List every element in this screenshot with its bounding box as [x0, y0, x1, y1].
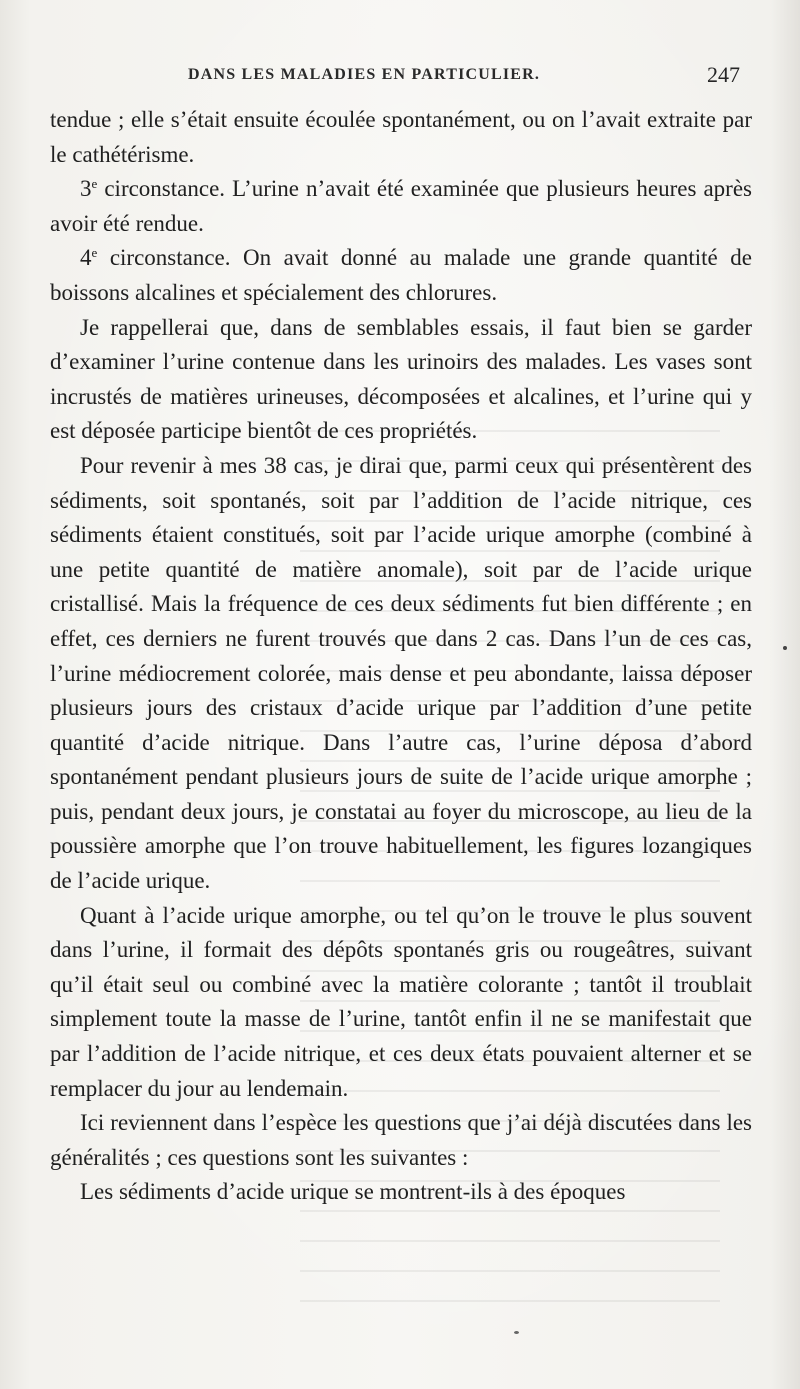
paragraph-2: [50, 172, 752, 241]
circumstance-number-4: 4: [80, 245, 92, 271]
paragraph-1: tendue ; elle s’était ensuite écoulée spontanément, ou on l’avait extraite par le cathétérisme.: [50, 107, 752, 167]
paragraph-3-text: circonstance. On avait donné au malade une grande quantité de boissons alcalines et spécialement des chlorures.: [50, 245, 752, 305]
body-text: [50, 103, 752, 1210]
page-number: 247: [707, 62, 740, 87]
running-head: DANS LES MALADIES EN PARTICULIER.: [188, 66, 541, 83]
page-header: [40, 62, 740, 96]
paragraph-5: Pour revenir à mes 38 cas, je dirai que, parmi ceux qui présentèrent des sédiments, soit spontanés, soit par l’addition de l’acide nitrique, ces sédiments étaient constitués, soit par l’acide urique amorphe (combiné à une petite quantité de matière anomale), soit par de l’acide urique cristallisé. Mais la fréquence de ces deux sédiments fut bien différente ; en effet, ces derniers ne furent trouvés que dans 2 cas. Dans l’un de ces cas, l’urine médiocrement colorée, mais dense et peu abondante, laissa déposer plusieurs jours des cristaux d’acide urique par l’addition d’une petite quantité d’acide nitrique. Dans l’autre cas, l’urine déposa d’abord spontanément pendant plusieurs jours de suite de l’acide urique amorphe ; puis, pendant deux jours, je constatai au foyer du microscope, au lieu de la poussière amorphe que l’on trouve habituellement, les figures lozangiques de l’acide urique.: [50, 452, 752, 894]
paragraph-8: Les sédiments d’acide urique se montrent-ils à des époques: [80, 1179, 626, 1205]
ink-speck: [514, 1331, 519, 1334]
paragraph-2-text: circonstance. L’urine n’avait été examinée que plusieurs heures après avoir été rendue.: [50, 176, 752, 236]
circumstance-number-3: 3: [80, 176, 92, 202]
paragraph-4: Je rappellerai que, dans de semblables essais, il faut bien se garder d’examiner l’urine contenue dans les urinoirs des malades. Les vases sont incrustés de matières urineuses, décomposées et alcalines, et l’urine qui y est déposée participe bientôt de ces propriétés.: [50, 314, 752, 444]
ordinal-superscript: e: [91, 176, 98, 192]
paragraph-7: Ici reviennent dans l’espèce les questions que j’ai déjà discutées dans les généralités ; ces questions sont les suivantes :: [50, 1110, 752, 1170]
paragraph-3: [50, 241, 752, 310]
ink-speck: [783, 646, 787, 650]
ordinal-superscript: e: [91, 245, 98, 261]
paragraph-6: Quant à l’acide urique amorphe, ou tel qu’on le trouve le plus souvent dans l’urine, il formait des dépôts spontanés gris ou rougeâtres, suivant qu’il était seul ou combiné avec la matière colorante ; tantôt il troublait simplement toute la masse de l’urine, tantôt enfin il ne se manifestait que par l’addition de l’acide nitrique, et ces deux états pouvaient alterner et se remplacer du jour au lendemain.: [50, 902, 752, 1101]
